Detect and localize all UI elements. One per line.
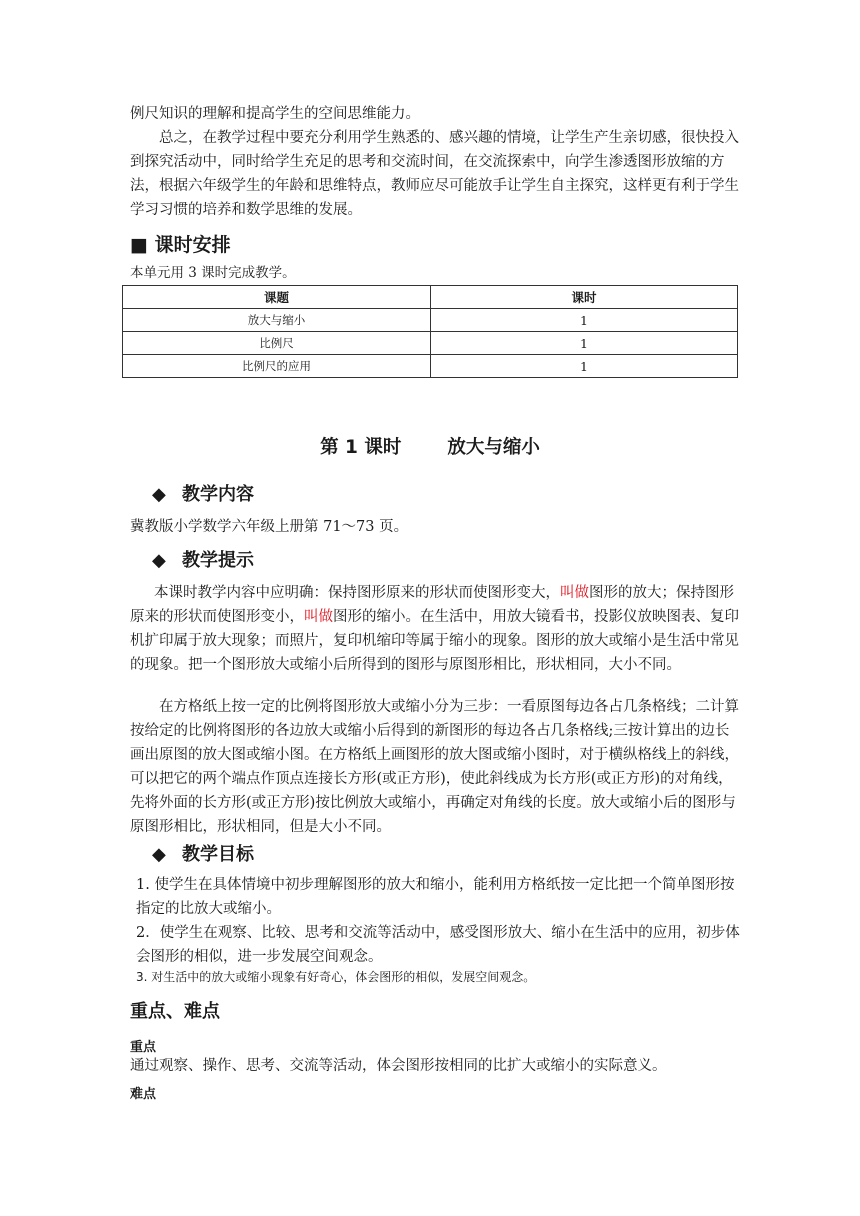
hints-text: 本课时教学内容中应明确：保持图形原来的形状而使图形变大， bbox=[154, 585, 560, 601]
hints-text: 图形的缩小。在生活中，用放大镜看书，投影仪放映图表、复印机扩印属于放大现象；而照片，复印机缩印等属于缩小的现象。图形的放大或缩小是生活中常见的现象。把一个图形放大或缩小后所得到的图形与原图形相比，形状相同，大小不同。 bbox=[130, 609, 739, 673]
hints-text: 图形的放大；保持图形原来的形状而使图形变小， bbox=[130, 585, 734, 625]
table-row bbox=[123, 309, 738, 332]
difficult-label: 难点 bbox=[130, 1087, 157, 1102]
table-cell-hours: 1 bbox=[431, 355, 738, 378]
goals-title: 教学目标 bbox=[182, 844, 254, 865]
goal-item: 3. 对生活中的放大或缩小现象有好奇心，体会图形的相似，发展空间观念。 bbox=[136, 970, 536, 984]
hints-title: 教学提示 bbox=[182, 550, 254, 571]
key-label: 重点 bbox=[130, 1040, 157, 1055]
hints-highlight: 叫做 bbox=[560, 585, 589, 601]
lesson-number: 第 1 课时 bbox=[320, 437, 402, 458]
hints-highlight: 叫做 bbox=[304, 609, 333, 625]
content-text: 冀教版小学数学六年级上册第 71～73 页。 bbox=[130, 519, 409, 535]
table-header-topic: 课题 bbox=[123, 286, 431, 309]
table-cell-topic: 比例尺 bbox=[123, 332, 431, 355]
table-row bbox=[123, 332, 738, 355]
goals-heading bbox=[152, 840, 254, 866]
hints-paragraph-1 bbox=[130, 581, 740, 677]
hints-paragraph-2: 在方格纸上按一定的比例将图形放大或缩小分为三步：一看原图每边各占几条格线；二计算按给定的比例将图形的各边放大或缩小后得到的新图形的每边各占几条格线;三按计算出的边长画出原图的放大图或缩小图。在方格纸上画图形的放大图或缩小图时，对于横纵格线上的斜线，可以把它的两个端点作顶点连接长方形(或正方形)，使此斜线成为长方形(或正方形)的对角线，先将外面的长方形(或正方形)按比例放大或缩小，再确定对角线的长度。放大或缩小后的图形与原图形相比，形状相同，但是大小不同。 bbox=[130, 699, 739, 835]
table-header-row bbox=[123, 286, 738, 309]
diamond-icon: ◆ bbox=[152, 484, 166, 505]
diamond-icon: ◆ bbox=[152, 844, 166, 865]
intro-line: 例尺知识的理解和提高学生的空间思维能力。 bbox=[130, 106, 420, 122]
lesson-name: 放大与缩小 bbox=[447, 437, 540, 458]
table-cell-topic: 放大与缩小 bbox=[123, 309, 431, 332]
diamond-icon: ◆ bbox=[152, 550, 166, 571]
schedule-table bbox=[122, 285, 738, 378]
table-cell-topic: 比例尺的应用 bbox=[123, 355, 431, 378]
table-header-hours: 课时 bbox=[431, 286, 738, 309]
goal-item: 1. 使学生在具体情境中初步理解图形的放大和缩小，能利用方格纸按一定比把一个简单图形按指定的比放大或缩小。 bbox=[136, 877, 735, 917]
focus-title: 重点、难点 bbox=[130, 1001, 220, 1022]
table-cell-hours: 1 bbox=[431, 309, 738, 332]
schedule-note: 本单元用 3 课时完成教学。 bbox=[130, 265, 296, 281]
hints-heading bbox=[152, 546, 254, 572]
goal-item: 2．使学生在观察、比较、思考和交流等活动中，感受图形放大、缩小在生活中的应用，初步体会图形的相似，进一步发展空间观念。 bbox=[136, 925, 740, 965]
content-title: 教学内容 bbox=[182, 484, 254, 505]
table-row bbox=[123, 355, 738, 378]
schedule-title: ■ 课时安排 bbox=[130, 234, 231, 256]
intro-paragraph: 总之，在教学过程中要充分利用学生熟悉的、感兴趣的情境，让学生产生亲切感，很快投入到探究活动中，同时给学生充足的思考和交流时间，在交流探索中，向学生渗透图形放缩的方法，根据六年级学生的年龄和思维特点，教师应尽可能放手让学生自主探究，这样更有利于学生学习习惯的培养和数学思维的发展。 bbox=[130, 130, 739, 218]
content-heading bbox=[152, 480, 254, 506]
lesson-title bbox=[0, 433, 860, 459]
key-text: 通过观察、操作、思考、交流等活动，体会图形按相同的比扩大或缩小的实际意义。 bbox=[130, 1058, 667, 1074]
table-cell-hours: 1 bbox=[431, 332, 738, 355]
